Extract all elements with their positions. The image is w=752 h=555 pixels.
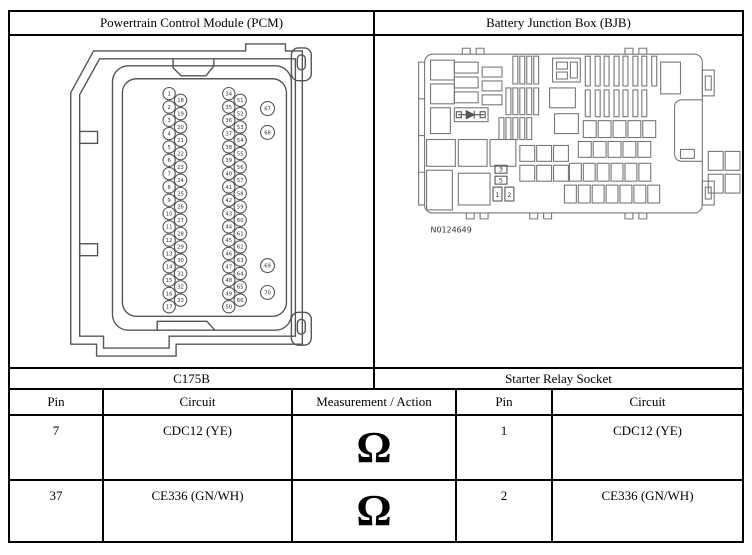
- pcm-pin-label-22: 22: [177, 151, 184, 158]
- pcm-pin-label-8: 8: [167, 184, 171, 191]
- pcm-pin-label-50: 50: [225, 304, 233, 311]
- pcm-pin-label-34: 34: [225, 91, 233, 98]
- pcm-pin-label-49: 49: [225, 291, 233, 298]
- row2-pin-right: 2: [457, 481, 553, 541]
- pcm-diagram-cell: [10, 36, 375, 369]
- bjb-diagram-cell: [375, 36, 742, 369]
- column-header-pin-right: Pin: [457, 390, 553, 416]
- bjb-socket-label: Starter Relay Socket: [375, 369, 742, 390]
- pcm-pin-label-11: 11: [165, 224, 173, 231]
- pcm-pin-label-56: 56: [236, 164, 244, 171]
- pcm-pin-label-28: 28: [177, 231, 184, 238]
- pcm-pin-label-10: 10: [165, 211, 173, 218]
- relay-pin-1-label: 1: [495, 191, 500, 200]
- pcm-pin-label-52: 52: [236, 111, 244, 118]
- pcm-pin-label-58: 58: [236, 191, 244, 198]
- pcm-pin-label-57: 57: [236, 178, 244, 185]
- pcm-pin-label-68: 68: [264, 130, 271, 137]
- relay-pin-2-label: 2: [507, 191, 512, 200]
- pcm-pin-label-65: 65: [236, 284, 244, 291]
- pcm-connector-diagram: [10, 36, 373, 367]
- pcm-pin-label-5: 5: [167, 144, 171, 151]
- pcm-pin-label-41: 41: [225, 184, 233, 191]
- column-header-circuit-right: Circuit: [553, 390, 742, 416]
- relay-pin-5-label: 5: [498, 176, 504, 185]
- pcm-pin-label-46: 46: [225, 251, 233, 258]
- bjb-figure-id: N0124649: [430, 225, 472, 235]
- row2-circuit-left: CE336 (GN/WH): [104, 481, 293, 541]
- pcm-pin-label-61: 61: [236, 231, 244, 238]
- pcm-pin-label-55: 55: [236, 151, 244, 158]
- pcm-pin-label-23: 23: [177, 164, 184, 171]
- pcm-pin-label-25: 25: [177, 191, 184, 198]
- pcm-pin-label-39: 39: [225, 158, 233, 165]
- pcm-pin-label-24: 24: [177, 178, 184, 185]
- pcm-pin-label-32: 32: [177, 284, 184, 291]
- pcm-pin-label-66: 66: [236, 297, 244, 304]
- pcm-pin-label-70: 70: [264, 290, 271, 297]
- bjb-diagram: [375, 36, 742, 367]
- pcm-pin-label-37: 37: [225, 131, 233, 138]
- row1-circuit-left: CDC12 (YE): [104, 416, 293, 481]
- pcm-pin-label-18: 18: [177, 98, 184, 105]
- pcm-pin-label-62: 62: [236, 244, 244, 251]
- pcm-pin-label-59: 59: [236, 204, 244, 211]
- column-header-circuit-left: Circuit: [104, 390, 293, 416]
- pcm-header: Powertrain Control Module (PCM): [10, 12, 375, 36]
- column-header-measurement: Measurement / Action: [293, 390, 457, 416]
- pcm-pin-label-21: 21: [177, 138, 184, 145]
- row2-measurement-ohm-symbol: Ω: [293, 481, 457, 541]
- pcm-pin-label-33: 33: [177, 297, 184, 304]
- pcm-pin-label-64: 64: [236, 271, 244, 278]
- pcm-pin-label-60: 60: [236, 218, 244, 225]
- row1-circuit-right: CDC12 (YE): [553, 416, 742, 481]
- pcm-pin-label-44: 44: [225, 224, 233, 231]
- row1-pin-right: 1: [457, 416, 553, 481]
- pcm-pin-label-53: 53: [236, 124, 244, 131]
- pcm-pin-label-20: 20: [177, 124, 184, 131]
- pcm-pin-label-27: 27: [177, 218, 184, 225]
- pcm-pin-label-4: 4: [167, 131, 171, 138]
- pcm-pin-label-47: 47: [225, 264, 233, 271]
- row2-pin-left: 37: [10, 481, 104, 541]
- pcm-pin-label-43: 43: [225, 211, 233, 218]
- pcm-pin-label-6: 6: [167, 158, 171, 165]
- pcm-pin-label-15: 15: [165, 278, 173, 285]
- pcm-pin-label-16: 16: [165, 291, 173, 298]
- pcm-pin-label-69: 69: [264, 263, 271, 270]
- pcm-pin-label-14: 14: [165, 264, 173, 271]
- pcm-pin-label-30: 30: [177, 258, 184, 265]
- pcm-pin-label-48: 48: [225, 278, 233, 285]
- pcm-pin-label-9: 9: [167, 198, 171, 205]
- pcm-pin-label-67: 67: [264, 106, 271, 113]
- pcm-pin-label-63: 63: [236, 258, 244, 265]
- pcm-pin-label-42: 42: [225, 198, 233, 205]
- pcm-pin-label-26: 26: [177, 204, 184, 211]
- pcm-pin-label-45: 45: [225, 238, 233, 245]
- pcm-pin-label-51: 51: [236, 98, 244, 105]
- relay-pin-3-label: 3: [498, 165, 504, 174]
- pcm-pin-label-35: 35: [225, 104, 233, 111]
- column-header-pin-left: Pin: [10, 390, 104, 416]
- pcm-pin-label-31: 31: [177, 271, 184, 278]
- pcm-pin-label-13: 13: [165, 251, 173, 258]
- pcm-pin-label-29: 29: [177, 244, 184, 251]
- bjb-header: Battery Junction Box (BJB): [375, 12, 742, 36]
- pcm-connector-label: C175B: [10, 369, 375, 390]
- pcm-pin-label-36: 36: [225, 118, 233, 125]
- row1-measurement-ohm-symbol: Ω: [293, 416, 457, 481]
- pcm-pin-label-40: 40: [225, 171, 233, 178]
- row1-pin-left: 7: [10, 416, 104, 481]
- pcm-pin-label-38: 38: [225, 144, 233, 151]
- pcm-pin-label-3: 3: [167, 118, 171, 125]
- pcm-pin-label-54: 54: [236, 138, 244, 145]
- pcm-pin-label-12: 12: [165, 238, 173, 245]
- pcm-pin-label-1: 1: [167, 91, 171, 98]
- pcm-pin-label-7: 7: [167, 171, 171, 178]
- pcm-pin-label-2: 2: [167, 104, 171, 111]
- row2-circuit-right: CE336 (GN/WH): [601, 488, 694, 503]
- pcm-pin-label-19: 19: [177, 111, 184, 118]
- pcm-pin-label-17: 17: [165, 304, 173, 311]
- pinpoint-test-table: [8, 10, 744, 543]
